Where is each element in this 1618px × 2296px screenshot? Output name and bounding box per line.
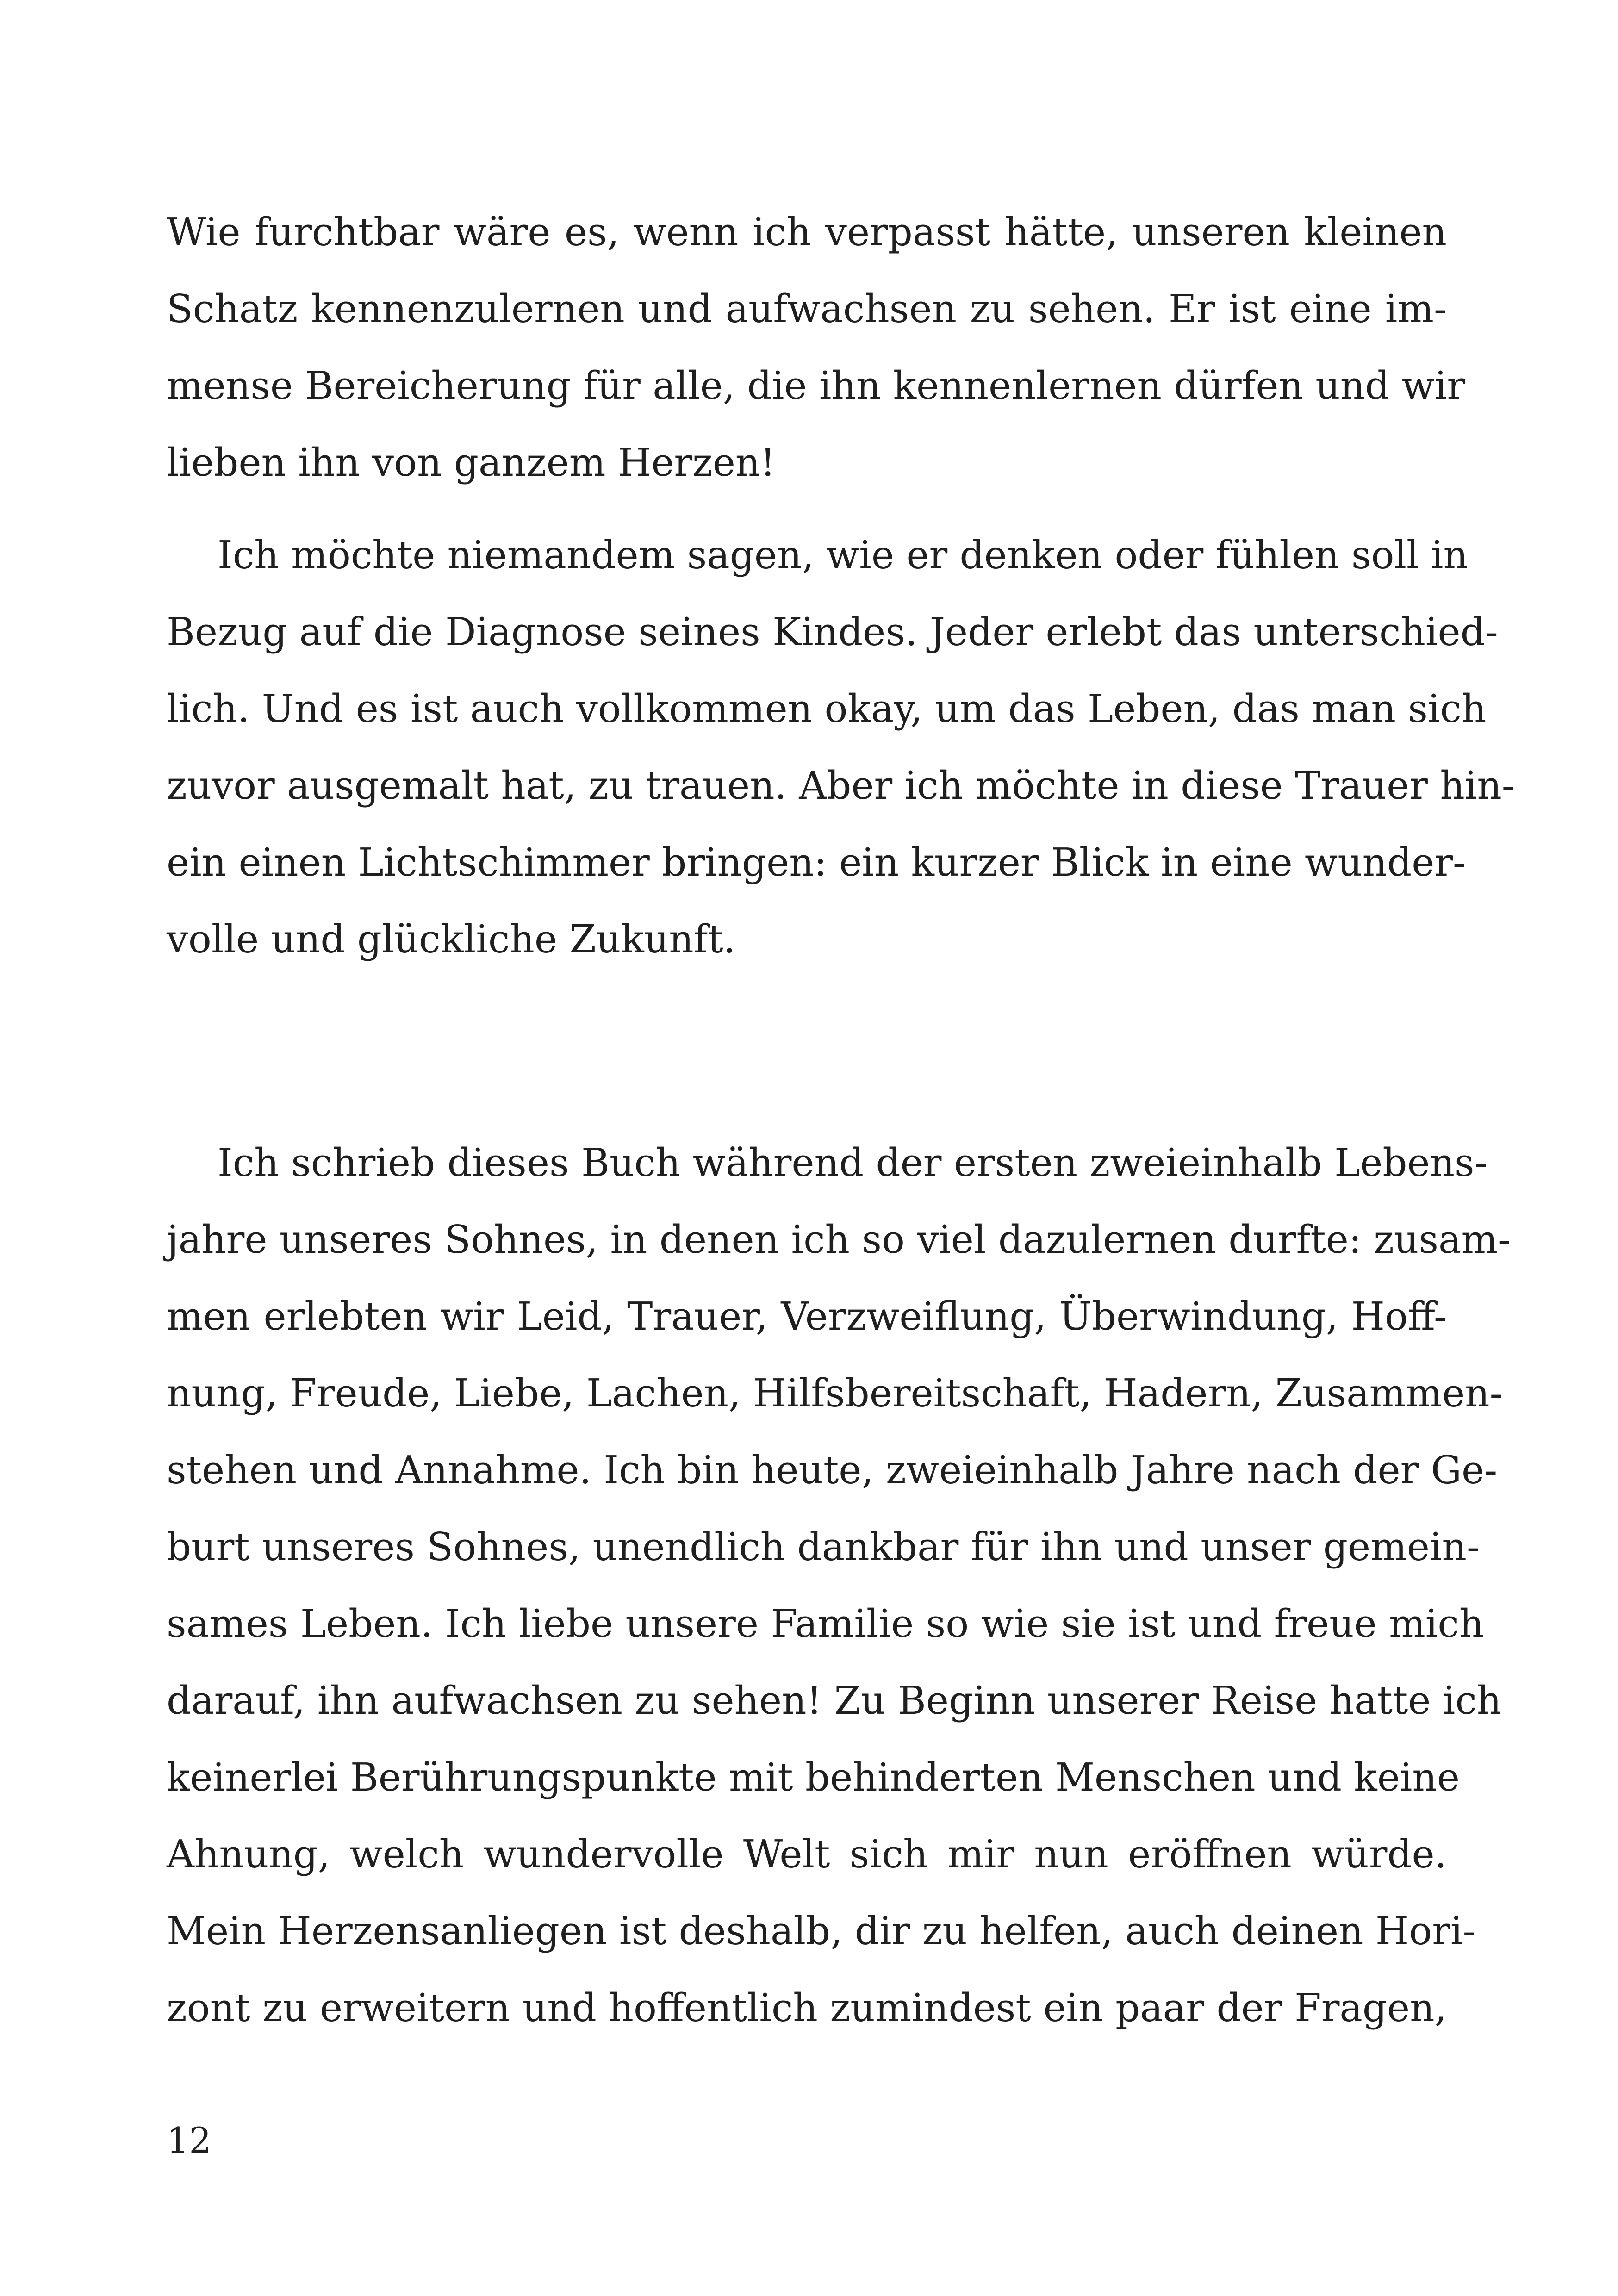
text-line: Ich schrieb dieses Buch während der ersten zweieinhalb Lebens- (218, 1140, 1487, 1185)
text-line: zont zu erweitern und hoffentlich zumindest ein paar der Fragen, (167, 1985, 1447, 2030)
paragraph-2 (167, 517, 1515, 978)
text-line: Bezug auf die Diagnose seines Kindes. Jeder erlebt das unterschied- (167, 610, 1498, 654)
text-block-top (167, 194, 1515, 978)
text-line: Mein Herzensanliegen ist deshalb, dir zu helfen, auch deinen Hori- (167, 1909, 1476, 1954)
paragraph-1 (167, 194, 1465, 501)
paragraph-3 (167, 1125, 1511, 2047)
text-line: Schatz kennenzulernen und aufwachsen zu sehen. Er ist eine im- (167, 286, 1447, 331)
text-line: mense Bereicherung für alle, die ihn kennenlernen dürfen und wir (167, 363, 1465, 408)
text-line: stehen und Annahme. Ich bin heute, zweieinhalb Jahre nach der Ge- (167, 1448, 1498, 1493)
text-line: lich. Und es ist auch vollkommen okay, um das Leben, das man sich (167, 686, 1487, 731)
paragraph-gap (167, 501, 1447, 517)
text-line: Ich möchte niemandem sagen, wie er denken oder fühlen soll in (218, 533, 1468, 578)
text-line: Ahnung, welch wundervolle Welt sich mir nun eröffnen würde. (167, 1832, 1447, 1877)
text-line: sames Leben. Ich liebe unsere Familie so wie sie ist und freue mich (167, 1601, 1484, 1646)
text-line: zuvor ausgemalt hat, zu trauen. Aber ich möchte in diese Trauer hin- (167, 763, 1515, 808)
text-line: jahre unseres Sohnes, in denen ich so viel dazulernen durfte: zusam- (167, 1217, 1511, 1262)
text-line: keinerlei Berührungspunkte mit behinderten Menschen und keine (167, 1755, 1460, 1800)
page-number: 12 (167, 2120, 212, 2161)
text-line: volle und glückliche Zukunft. (167, 917, 736, 962)
text-line: darauf, ihn aufwachsen zu sehen! Zu Beginn unserer Reise hatte ich (167, 1678, 1502, 1723)
text-block-bottom (167, 1125, 1511, 2047)
text-line: ein einen Lichtschimmer bringen: ein kurzer Blick in eine wunder- (167, 840, 1466, 885)
text-line: lieben ihn von ganzem Herzen! (167, 440, 776, 485)
text-line: men erlebten wir Leid, Trauer, Verzweiflung, Überwindung, Hoff- (167, 1294, 1447, 1339)
text-line: Wie furchtbar wäre es, wenn ich verpasst hätte, unseren kleinen (167, 210, 1447, 255)
text-line: burt unseres Sohnes, unendlich dankbar für ihn und unser gemein- (167, 1524, 1480, 1569)
text-line: nung, Freude, Liebe, Lachen, Hilfsbereitschaft, Hadern, Zusammen- (167, 1371, 1503, 1416)
